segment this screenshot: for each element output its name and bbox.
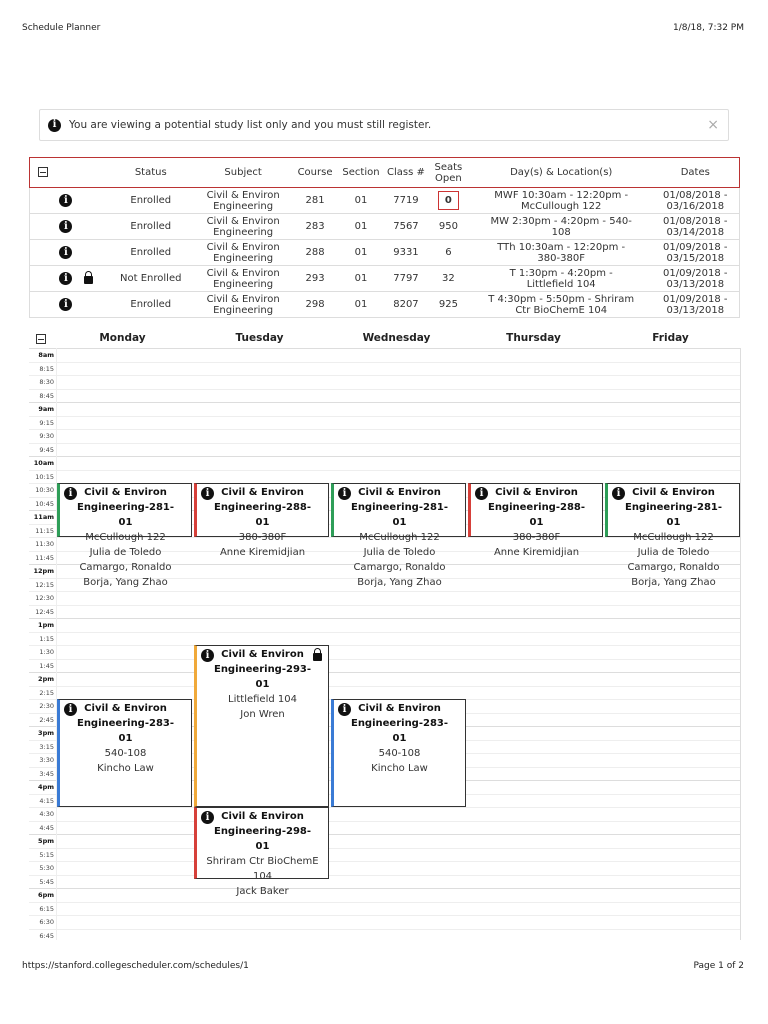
cell-section: 01 bbox=[336, 266, 386, 292]
info-icon[interactable]: i bbox=[201, 649, 214, 662]
schedule-table-body bbox=[30, 188, 740, 318]
cell-status: Enrolled bbox=[109, 240, 192, 266]
table-row bbox=[30, 292, 740, 318]
event-title: Civil & Environ Engineering-281-01 bbox=[624, 487, 723, 528]
calendar-time-divider bbox=[56, 348, 57, 940]
cell-section: 01 bbox=[336, 188, 386, 214]
print-header bbox=[22, 23, 744, 33]
time-label: 6:45 bbox=[39, 931, 54, 940]
cell-section: 01 bbox=[336, 214, 386, 240]
print-datetime: 1/8/18, 7:32 PM bbox=[673, 23, 744, 33]
cell-section: 01 bbox=[336, 240, 386, 266]
event-instructors: Jon Wren bbox=[240, 709, 285, 720]
event-location: 380-380F bbox=[238, 532, 287, 543]
event-instructors: Anne Kiremidjian bbox=[493, 547, 580, 558]
cell-course: 288 bbox=[294, 240, 336, 266]
event-instructors: Kincho Law bbox=[97, 763, 154, 774]
calendar-event[interactable] bbox=[194, 483, 329, 558]
event-title: Civil & Environ Engineering-281-01 bbox=[350, 487, 449, 528]
time-label: 1:45 bbox=[39, 661, 54, 670]
event-location: McCullough 122 bbox=[85, 532, 166, 543]
print-footer bbox=[22, 961, 744, 971]
grid-line bbox=[29, 375, 740, 376]
time-label: 2:30 bbox=[39, 702, 54, 710]
time-label: 11:45 bbox=[35, 553, 54, 562]
grid-line bbox=[29, 429, 740, 430]
cell-status: Enrolled bbox=[109, 214, 192, 240]
time-label: 5:30 bbox=[39, 864, 54, 872]
time-label: 3:30 bbox=[39, 756, 54, 764]
event-location: McCullough 122 bbox=[633, 532, 714, 543]
time-label: 5:45 bbox=[39, 877, 54, 886]
day-label-thursday: Thursday bbox=[506, 332, 561, 344]
time-label: 10:30 bbox=[35, 486, 54, 494]
time-label: 6pm bbox=[38, 891, 54, 899]
time-label: 6:15 bbox=[39, 904, 54, 913]
time-label: 9:45 bbox=[39, 445, 54, 454]
grid-line bbox=[29, 632, 740, 633]
cell-status: Enrolled bbox=[109, 292, 192, 318]
grid-line bbox=[29, 362, 740, 363]
event-location: 540-108 bbox=[378, 748, 421, 759]
cell-course: 293 bbox=[294, 266, 336, 292]
info-icon[interactable]: i bbox=[201, 487, 214, 500]
time-label: 3:45 bbox=[39, 769, 54, 778]
cell-dates: 01/08/2018 - 03/14/2018 bbox=[652, 214, 740, 240]
info-icon[interactable]: i bbox=[59, 220, 72, 233]
lock-icon bbox=[313, 653, 322, 661]
event-instructors: Jack Baker bbox=[236, 886, 289, 897]
cell-subject: Civil & Environ Engineering bbox=[192, 214, 294, 240]
time-label: 1pm bbox=[38, 621, 54, 629]
event-location: Shriram Ctr BioChemE 104 bbox=[206, 856, 319, 882]
col-days-locations: Day(s) & Location(s) bbox=[471, 158, 652, 188]
time-label: 11am bbox=[33, 513, 54, 521]
table-row bbox=[30, 240, 740, 266]
table-row bbox=[30, 188, 740, 214]
grid-line bbox=[29, 416, 740, 417]
calendar-header bbox=[29, 328, 740, 348]
cell-dates: 01/09/2018 - 03/15/2018 bbox=[652, 240, 740, 266]
time-label: 5pm bbox=[38, 837, 54, 845]
grid-line bbox=[29, 591, 740, 592]
grid-line bbox=[29, 807, 740, 808]
close-icon[interactable]: × bbox=[707, 117, 719, 133]
cell-class-num: 7567 bbox=[386, 214, 426, 240]
lock-icon bbox=[84, 276, 93, 284]
table-row bbox=[30, 266, 740, 292]
grid-line bbox=[29, 470, 740, 471]
time-label: 2:15 bbox=[39, 688, 54, 697]
time-label: 5:15 bbox=[39, 850, 54, 859]
time-label: 4pm bbox=[38, 783, 54, 791]
time-label: 2:45 bbox=[39, 715, 54, 724]
cell-days: MW 2:30pm - 4:20pm - 540-108 bbox=[471, 214, 652, 240]
info-icon[interactable]: i bbox=[475, 487, 488, 500]
event-title: Civil & Environ Engineering-283-01 bbox=[350, 703, 449, 744]
time-label: 12:30 bbox=[35, 594, 54, 602]
grid-line bbox=[29, 456, 740, 457]
grid-line bbox=[29, 875, 740, 876]
alert-message: You are viewing a potential study list only and you must still register. bbox=[69, 119, 432, 131]
calendar-event[interactable] bbox=[331, 483, 466, 588]
info-icon: i bbox=[48, 119, 61, 132]
grid-line bbox=[29, 443, 740, 444]
cell-seats: 950 bbox=[426, 214, 471, 240]
cell-status: Not Enrolled bbox=[109, 266, 192, 292]
time-label: 3:15 bbox=[39, 742, 54, 751]
col-seats-open: Seats Open bbox=[426, 158, 471, 188]
calendar-right-border bbox=[740, 348, 741, 940]
cell-days: MWF 10:30am - 12:20pm - McCullough 122 bbox=[471, 188, 652, 214]
cell-subject: Civil & Environ Engineering bbox=[192, 266, 294, 292]
cell-section: 01 bbox=[336, 292, 386, 318]
event-title: Civil & Environ Engineering-298-01 bbox=[213, 811, 312, 852]
time-label: 10am bbox=[33, 459, 54, 467]
event-title: Civil & Environ Engineering-288-01 bbox=[487, 487, 586, 528]
cell-days: TTh 10:30am - 12:20pm - 380-380F bbox=[471, 240, 652, 266]
time-label: 4:45 bbox=[39, 823, 54, 832]
time-label: 9:30 bbox=[39, 432, 54, 440]
time-label: 12pm bbox=[33, 567, 54, 575]
cell-course: 283 bbox=[294, 214, 336, 240]
grid-line bbox=[29, 645, 740, 646]
cell-class-num: 9331 bbox=[386, 240, 426, 266]
info-icon[interactable]: i bbox=[64, 703, 77, 716]
day-label-tuesday: Tuesday bbox=[235, 332, 284, 344]
collapse-table-toggle[interactable] bbox=[30, 158, 56, 188]
event-instructors: Julia de Toledo Camargo, Ronaldo Borja, Yang Zhao bbox=[353, 547, 446, 588]
info-icon[interactable]: i bbox=[59, 246, 72, 259]
grid-line bbox=[29, 389, 740, 390]
grid-line bbox=[29, 902, 740, 903]
time-label: 8:30 bbox=[39, 378, 54, 386]
col-status: Status bbox=[109, 158, 192, 188]
info-icon[interactable]: i bbox=[59, 298, 72, 311]
table-header-row bbox=[30, 158, 740, 188]
time-label: 2pm bbox=[38, 675, 54, 683]
cell-seats: 32 bbox=[426, 266, 471, 292]
grid-line bbox=[29, 861, 740, 862]
event-title: Civil & Environ Engineering-283-01 bbox=[76, 703, 175, 744]
time-label: 3pm bbox=[38, 729, 54, 737]
cell-subject: Civil & Environ Engineering bbox=[192, 240, 294, 266]
cell-days: T 4:30pm - 5:50pm - Shriram Ctr BioChemE 104 bbox=[471, 292, 652, 318]
cell-course: 281 bbox=[294, 188, 336, 214]
event-instructors: Julia de Toledo Camargo, Ronaldo Borja, Yang Zhao bbox=[627, 547, 720, 588]
time-label: 4:30 bbox=[39, 810, 54, 818]
grid-line bbox=[29, 672, 740, 673]
event-instructors: Kincho Law bbox=[371, 763, 428, 774]
event-location: 380-380F bbox=[512, 532, 561, 543]
day-label-wednesday: Wednesday bbox=[362, 332, 431, 344]
time-label: 1:30 bbox=[39, 648, 54, 656]
calendar-event[interactable] bbox=[331, 699, 466, 807]
col-course: Course bbox=[294, 158, 336, 188]
event-title: Civil & Environ Engineering-293-01 bbox=[213, 649, 312, 690]
day-label-friday: Friday bbox=[652, 332, 689, 344]
grid-line bbox=[29, 402, 740, 403]
col-class-num: Class # bbox=[386, 158, 426, 188]
grid-line bbox=[29, 659, 740, 660]
event-location: McCullough 122 bbox=[359, 532, 440, 543]
cell-days: T 1:30pm - 4:20pm - Littlefield 104 bbox=[471, 266, 652, 292]
cell-seats: 6 bbox=[426, 240, 471, 266]
table-row bbox=[30, 214, 740, 240]
grid-line bbox=[29, 618, 740, 619]
event-location: 540-108 bbox=[104, 748, 147, 759]
cell-subject: Civil & Environ Engineering bbox=[192, 188, 294, 214]
cell-seats: 925 bbox=[426, 292, 471, 318]
time-label: 8:45 bbox=[39, 391, 54, 400]
cell-class-num: 8207 bbox=[386, 292, 426, 318]
time-label: 9am bbox=[38, 405, 54, 413]
info-icon[interactable]: i bbox=[612, 487, 625, 500]
cell-class-num: 7719 bbox=[386, 188, 426, 214]
grid-line bbox=[29, 605, 740, 606]
cell-status: Enrolled bbox=[109, 188, 192, 214]
col-subject: Subject bbox=[192, 158, 294, 188]
cell-dates: 01/08/2018 - 03/16/2018 bbox=[652, 188, 740, 214]
time-label: 8:15 bbox=[39, 364, 54, 373]
time-label: 9:15 bbox=[39, 418, 54, 427]
cell-course: 298 bbox=[294, 292, 336, 318]
study-list-alert bbox=[39, 109, 729, 141]
day-label-monday: Monday bbox=[99, 332, 146, 344]
cell-subject: Civil & Environ Engineering bbox=[192, 292, 294, 318]
calendar-event[interactable] bbox=[468, 483, 603, 558]
time-label: 10:15 bbox=[35, 472, 54, 481]
calendar-event[interactable] bbox=[57, 483, 192, 588]
event-instructors: Anne Kiremidjian bbox=[219, 547, 306, 558]
col-dates: Dates bbox=[652, 158, 740, 188]
grid-line bbox=[29, 686, 740, 687]
cell-dates: 01/09/2018 - 03/13/2018 bbox=[652, 266, 740, 292]
seats-open-cell: 0 bbox=[438, 191, 459, 210]
grid-line bbox=[29, 848, 740, 849]
info-icon[interactable]: i bbox=[64, 487, 77, 500]
time-label: 4:15 bbox=[39, 796, 54, 805]
col-section: Section bbox=[336, 158, 386, 188]
page-number: Page 1 of 2 bbox=[693, 961, 744, 971]
time-label: 11:30 bbox=[35, 540, 54, 548]
grid-line bbox=[29, 915, 740, 916]
grid-line bbox=[29, 821, 740, 822]
grid-line bbox=[29, 348, 740, 349]
page-url: https://stanford.collegescheduler.com/schedules/1 bbox=[22, 961, 249, 971]
time-label: 12:45 bbox=[35, 607, 54, 616]
schedule-table bbox=[29, 157, 740, 318]
event-instructors: Julia de Toledo Camargo, Ronaldo Borja, Yang Zhao bbox=[79, 547, 172, 588]
calendar-event[interactable] bbox=[57, 699, 192, 807]
calendar-event[interactable] bbox=[194, 807, 329, 897]
page-title: Schedule Planner bbox=[22, 23, 101, 33]
grid-line bbox=[29, 834, 740, 835]
time-label: 11:15 bbox=[35, 526, 54, 535]
event-location: Littlefield 104 bbox=[228, 694, 297, 705]
collapse-icon[interactable] bbox=[38, 167, 48, 177]
info-icon[interactable]: i bbox=[338, 487, 351, 500]
cell-class-num: 7797 bbox=[386, 266, 426, 292]
time-label: 10:45 bbox=[35, 499, 54, 508]
cell-dates: 01/09/2018 - 03/13/2018 bbox=[652, 292, 740, 318]
event-title: Civil & Environ Engineering-281-01 bbox=[76, 487, 175, 528]
calendar-event[interactable] bbox=[194, 645, 329, 807]
info-icon[interactable]: i bbox=[338, 703, 351, 716]
calendar-event[interactable] bbox=[605, 483, 740, 588]
time-label: 8am bbox=[38, 351, 54, 359]
grid-line bbox=[29, 929, 740, 930]
info-icon[interactable]: i bbox=[201, 811, 214, 824]
collapse-calendar-icon[interactable] bbox=[36, 334, 46, 344]
event-title: Civil & Environ Engineering-288-01 bbox=[213, 487, 312, 528]
info-icon[interactable]: i bbox=[59, 272, 72, 285]
info-icon[interactable]: i bbox=[59, 194, 72, 207]
time-label: 1:15 bbox=[39, 634, 54, 643]
time-label: 6:30 bbox=[39, 918, 54, 926]
grid-line bbox=[29, 888, 740, 889]
time-label: 12:15 bbox=[35, 580, 54, 589]
